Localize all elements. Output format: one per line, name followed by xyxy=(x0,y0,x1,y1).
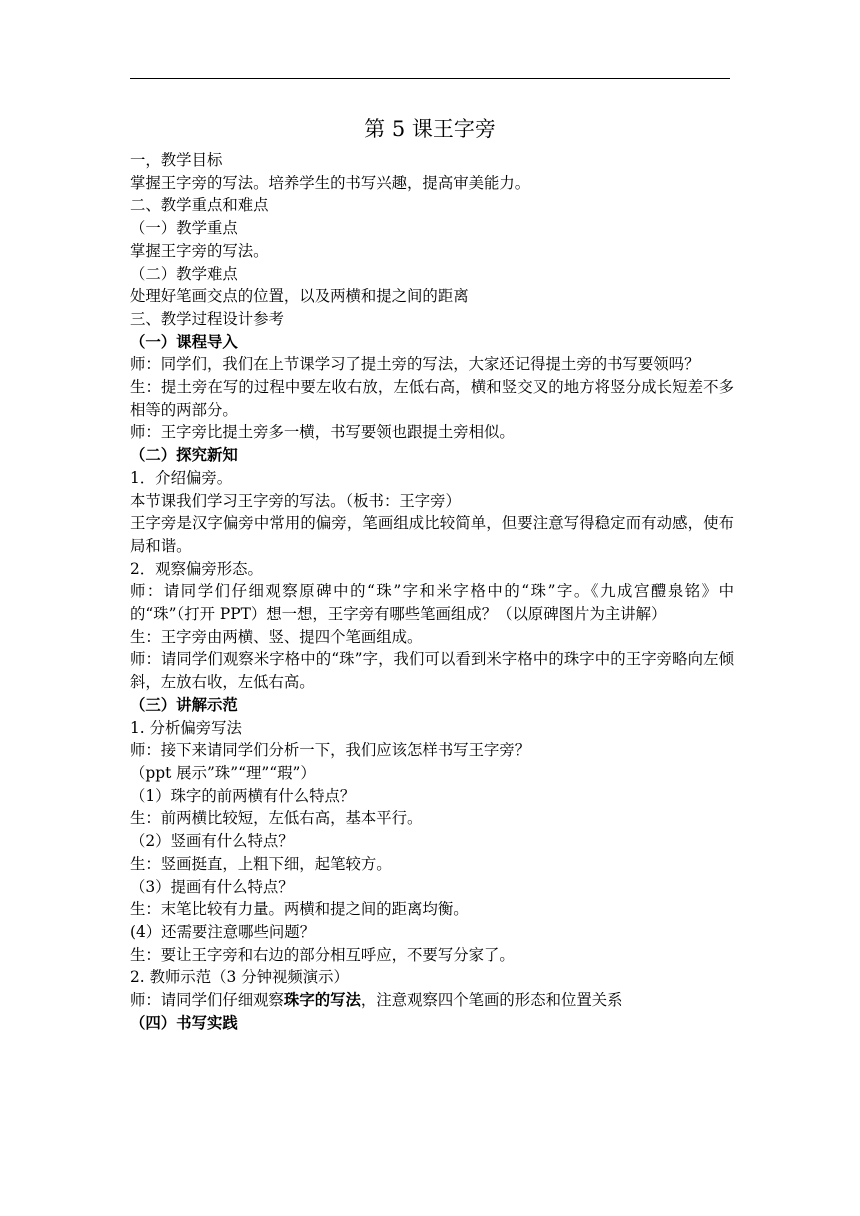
paragraph: 生：竖画挺直，上粗下细，起笔较方。 xyxy=(130,854,392,873)
demo-text-before: 师：请同学们仔细观察 xyxy=(130,991,284,1010)
paragraph: 生：末笔比较有力量。两横和提之间的距离均衡。 xyxy=(130,900,469,919)
paragraph: 三、教学过程设计参考 xyxy=(130,309,284,328)
page-title: 第 5 课王字旁 xyxy=(364,117,496,141)
paragraph: 师：同学们，我们在上节课学习了提土旁的写法，大家还记得提土旁的书写要领吗？ xyxy=(130,355,700,374)
paragraph: 处理好笔画交点的位置，以及两横和提之间的距离 xyxy=(130,287,469,306)
header-rule xyxy=(130,78,730,79)
paragraph: （2）竖画有什么特点？ xyxy=(130,832,294,851)
paragraph: （二）教学难点 xyxy=(130,264,238,283)
paragraph: 生：提土旁在写的过程中要左收右放，左低右高，横和竖交叉的地方将竖分成长短差不多相等的两部分。 xyxy=(130,378,734,419)
section-heading: （三）讲解示范 xyxy=(130,695,238,714)
paragraph: 2．观察偏旁形态。 xyxy=(130,559,263,578)
paragraph: （1）珠字的前两横有什么特点？ xyxy=(130,786,356,805)
paragraph: 一，教学目标 xyxy=(130,151,223,169)
section-heading: （二）探究新知 xyxy=(130,446,238,465)
paragraph: 本节课我们学习王字旁的写法。（板书：王字旁） xyxy=(130,491,461,510)
paragraph: （3）提画有什么特点？ xyxy=(130,877,294,896)
paragraph: 生：王字旁由两横、竖、提四个笔画组成。 xyxy=(130,627,423,646)
paragraph: (4）还需要注意哪些问题？ xyxy=(130,922,316,941)
section-heading-practice: （四）书写实践 xyxy=(130,1013,238,1032)
demo-paragraph xyxy=(130,989,734,1012)
paragraph-list xyxy=(130,149,734,989)
paragraph: 师：请同学们观察米字格中的“珠”字，我们可以看到米字格中的珠字中的王字旁略向左倾斜，左放右收，左低右高。 xyxy=(130,650,734,692)
paragraph: 师：王字旁比提土旁多一横，书写要领也跟提土旁相似。 xyxy=(130,423,515,442)
paragraph: 师：接下来请同学们分析一下，我们应该怎样书写王字旁？ xyxy=(130,741,531,760)
paragraph: 二、教学重点和难点 xyxy=(130,196,269,215)
paragraph: 1. 分析偏旁写法 xyxy=(130,718,242,737)
paragraph: 掌握王字旁的写法。培养学生的书写兴趣，提高审美能力。 xyxy=(130,173,531,192)
paragraph: 生：要让王字旁和右边的部分相互呼应，不要写分家了。 xyxy=(130,945,515,964)
paragraph: 2. 教师示范（3 分钟视频演示） xyxy=(130,968,349,987)
paragraph: 王字旁是汉字偏旁中常用的偏旁，笔画组成比较简单，但要注意写得稳定而有动感，使布局和谐。 xyxy=(130,514,734,555)
demo-text-after: ，注意观察四个笔画的形态和位置关系 xyxy=(360,991,623,1010)
paragraph: （一）教学重点 xyxy=(130,219,238,238)
paragraph: 掌握王字旁的写法。 xyxy=(130,241,269,260)
paragraph: 1．介绍偏旁。 xyxy=(130,468,233,487)
section-heading: （一）课程导入 xyxy=(130,332,238,351)
document-body xyxy=(130,149,734,1034)
paragraph: 生：前两横比较短，左低右高，基本平行。 xyxy=(130,809,423,828)
paragraph: 师：请同学们仔细观察原碑中的“珠”字和米字格中的“珠”字。《九成宫醴泉铭》中的“珠”（打开 PPT）想一想，王字旁有哪些笔画组成？（以原碑图片为主讲解） xyxy=(130,582,734,624)
paragraph: （ppt 展示”珠”“理”“瑕”） xyxy=(130,763,316,782)
demo-text-bold: 珠字的写法 xyxy=(283,991,361,1010)
